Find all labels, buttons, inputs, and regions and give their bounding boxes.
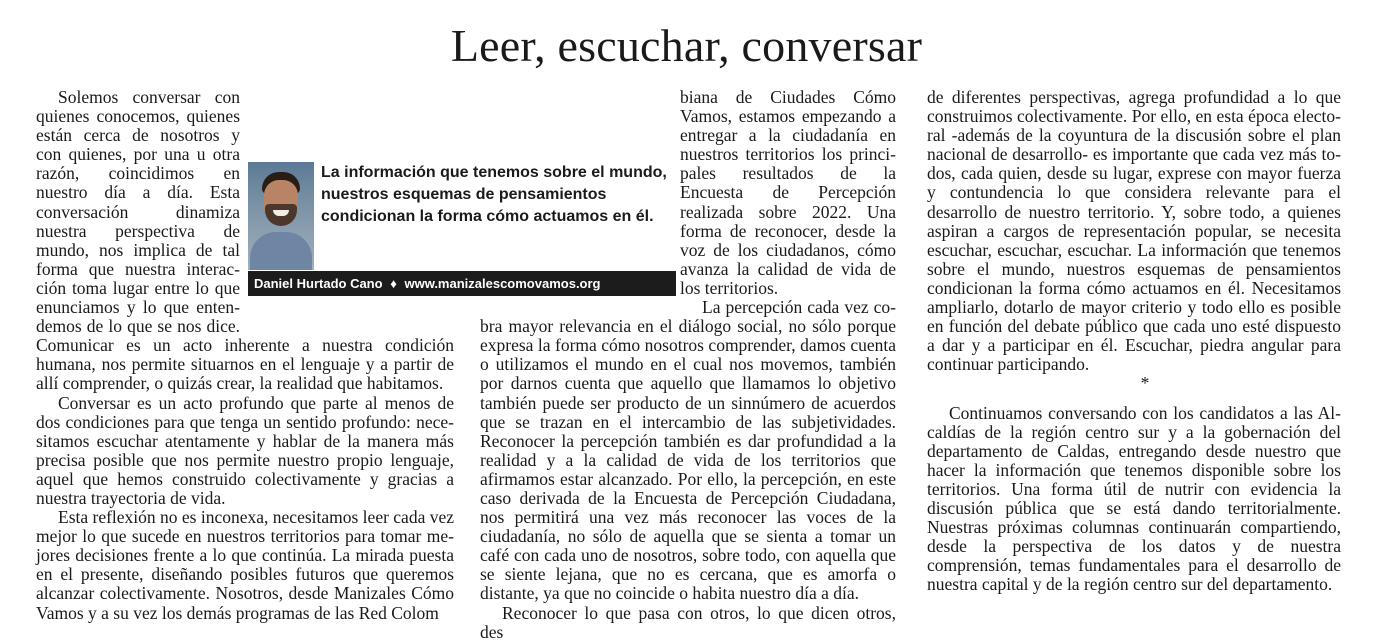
section-separator: * [1140, 373, 1150, 394]
paragraph: Reconocer lo que pasa con otros, lo que dicen otros, des [480, 602, 896, 642]
author-website: www.manizalescomovamos.org [404, 276, 601, 291]
diamond-icon: ♦ [390, 276, 397, 291]
paragraph: Continuamos conversando con los candidatos a las Alcaldías de la región centro sur y a la gobernación del departamento de Caldas, entregando desde nuestro que hacer la información que tenemos disponible sobre los territorios. Una forma útil de nutrir con evidencia la discusión pública que se está dando territorialmente. Nuestras próximas columnas continuarán compartiendo, desde la perspectiva de los datos y de nuestra comprensión, temas fundamentales para el desarrollo de nuestra capital y de la región centro sur del departamento. [927, 402, 1341, 595]
article-title: Leer, escuchar, conversar [450, 20, 923, 71]
author-photo [248, 162, 314, 270]
paragraph: La percepción cada vez cobra mayor relevancia en el diálogo social, no sólo porque expresa la forma cómo nosotros comprender, damos cuenta o utilizamos el mundo en el cual nos movemos, también por darnos cuenta que aquello que llamamos lo objetivo también puede ser producto de un sinnúmero de acuerdos que se trazan en el intercambio de las subjetividades. Reconocer la percepción también es dar profundidad a la realidad y a la calidad de vida de los territorios que afirmamos estar alcanzado. Por ello, la percepción, en este caso derivada de la Encuesta de Percepción Ciudadana, nos permitirá una vez más reconocer las voces de la ciudadanía, no sólo de aquella que se sienta a tomar un café con cada uno de nosotros, sobre todo, con aquella que se siente lejana, que no es cercana, que es amorfa o distante, ya que no coincide o habita nuestro día a día. [480, 297, 896, 604]
paragraph: Esta reflexión no es inconexa, necesitamos leer cada vez mejor lo que sucede en nuestros territorios para tomar mejores decisiones frente a lo que continúa. La mirada puesta en el presente, diseñando posibles futuros que queremos alcanzar colectivamente. Nosotros, desde Manizales Cómo Vamos y a su vez los demás programas de las Red Colom [36, 507, 454, 623]
pull-quote-box [248, 162, 676, 297]
author-byline [248, 271, 676, 296]
article-column-3 [927, 88, 1341, 594]
author-name: Daniel Hurtado Cano [254, 276, 383, 291]
paragraph: biana de Ciudades Cómo Vamos, estamos empezando a entregar a la ciudadanía en nuestros territorios los principales resultados de la Encuesta de Percepción realizada sobre 2022. Una forma de reconocer, desde la voz de los ciudadanos, cómo avanza la calidad de vida de los territorios. [680, 87, 896, 298]
pull-quote-text: La información que tenemos sobre el mundo, nuestros esquemas de pensamientos condicionan la forma cómo actuamos en él. [321, 164, 667, 225]
paragraph: Solemos conversar con quienes conocemos, quienes están cerca de nosotros y con quienes, por una u otra razón, coincidimos en nuestro día a día. Esta conversación dinamiza nuestra perspectiva de mundo, nos implica de tal forma que nuestra interacción toma lugar entre lo que enunciamos y lo que entendemos de lo que se nos dice. Comunicar es un acto inherente a nuestra condición humana, nos permite situarnos en el lenguaje y a partir de allí comprender, o quizás crear, la realidad que habitamos. [36, 87, 454, 394]
paragraph: Conversar es un acto profundo que parte al menos de dos condiciones para que tenga un sentido profundo: necesitamos escuchar atentamente y hablar de la manera más precisa posible que nos permite nuestro propio lenguaje, aquel que hemos construido colectivamente y gracias a nuestra trayectoria de vida. [36, 392, 454, 508]
paragraph: de diferentes perspectivas, agrega profundidad a lo que construimos colectivamente. Por ello, en esta época electoral -además de la coyuntura de la discusión sobre el plan nacional de desarrollo- es importante que cada vez más todos, cada quien, desde su lugar, exprese con mayor fuerza y contundencia lo que considera relevante para el desarrollo de nuestro territorio. Y, sobre todo, a quienes aspiran a cargos de representación popular, se necesita escuchar, escuchar, escuchar. La información que tenemos sobre el mundo, nuestros esquemas de pensamientos condicionan la forma cómo actuamos en él. Necesitamos ampliarlo, dotarlo de mayor criterio y todo ello es posible en función del debate público que cada uno esté dispuesto a dar y a participar en él. Escuchar, piedra angular para continuar participando. [927, 87, 1341, 375]
